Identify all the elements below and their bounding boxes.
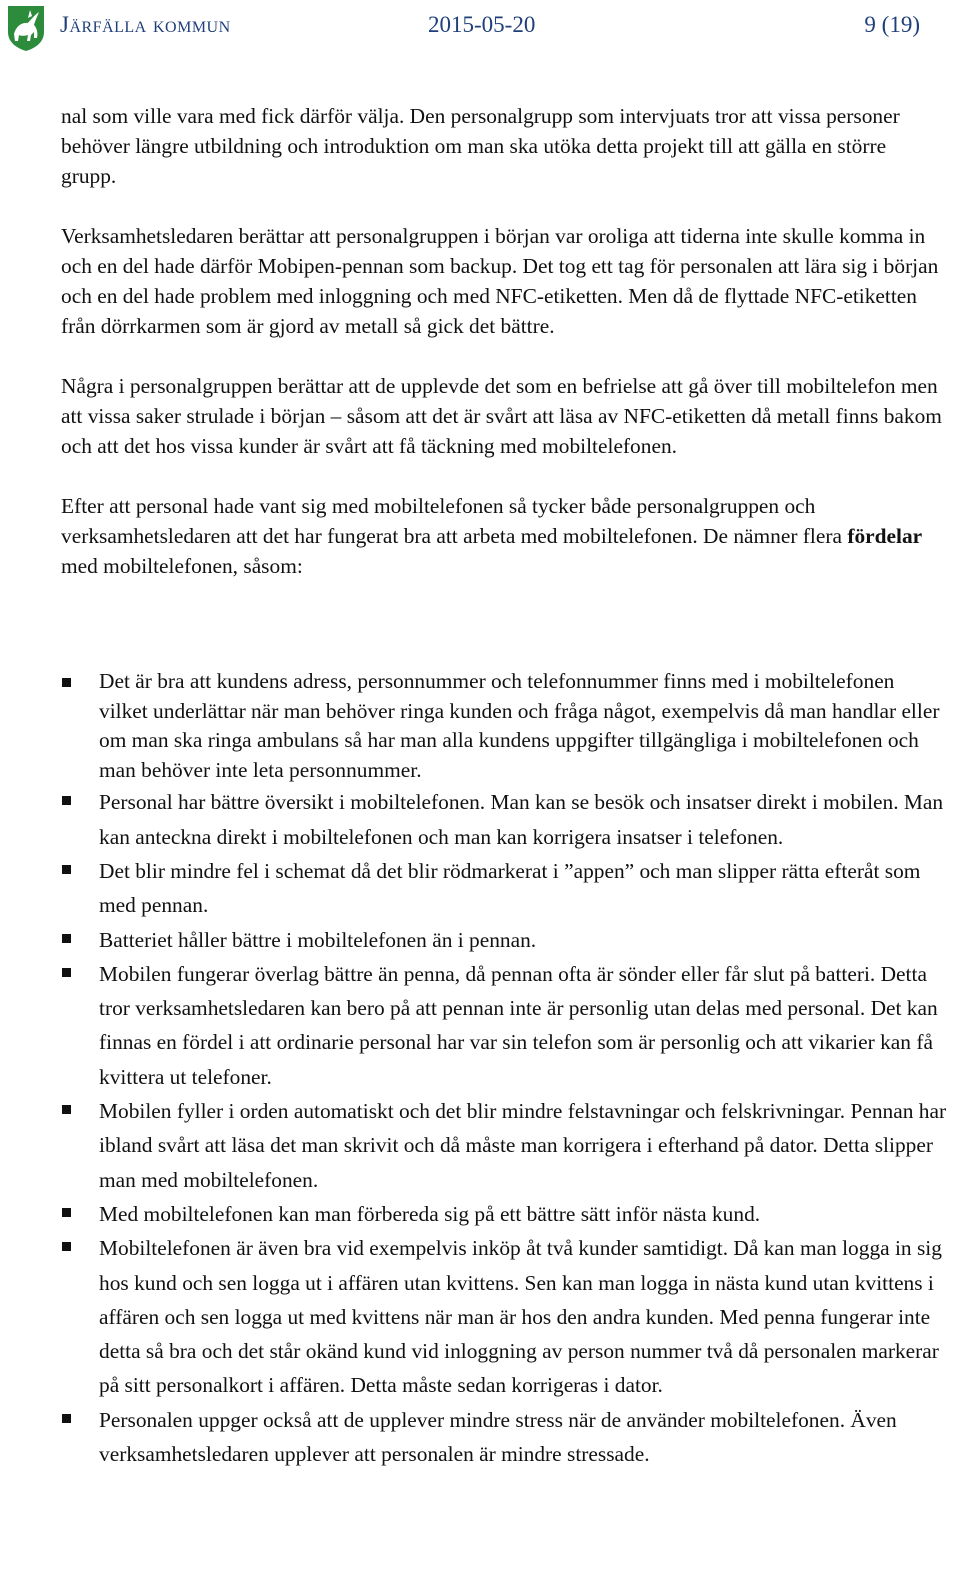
- list-item: [61, 854, 947, 923]
- list-item-text: Personalen uppger också att de upplever mindre stress när de använder mobiltelefonen. Även verksamhetsledaren upplever att personalen är mindre stressade.: [99, 1407, 897, 1467]
- square-bullet-icon: [62, 678, 71, 687]
- paragraph: nal som ville vara med fick därför välja. Den personalgrupp som intervjuats tror att vissa personer behöver längre utbildning och introduktion om man ska utöka detta projekt till att gälla en större grupp.: [61, 104, 900, 188]
- page-number: 9 (19): [864, 12, 920, 37]
- list-item-text: Personal har bättre översikt i mobiltelefonen. Man kan se besök och insatser direkt i mobilen. Man kan anteckna direkt i mobiltelefonen och man kan korrigera insatser i telefonen.: [99, 790, 944, 849]
- page-header: [0, 0, 960, 56]
- list-item: [61, 785, 947, 854]
- square-bullet-icon: [62, 1414, 71, 1423]
- list-item: [61, 1403, 947, 1472]
- list-item-text: Mobiltelefonen är även bra vid exempelvis inköp åt två kunder samtidigt. Då kan man logga in sig hos kund och sen logga ut i affären utan kvittens. Sen kan man logga in nästa kund utan kvittens i affären och sen logga ut med kvittens när man är hos den andra kunden. Med penna fungerar inte detta så bra och det står okänd kund vid inloggning av person nummer två då personalen markerar på sitt personalkort i affären. Detta måste sedan korrigeras i dator.: [99, 1236, 942, 1398]
- organization-name: Järfälla kommun: [60, 12, 231, 37]
- list-item: [61, 957, 947, 1094]
- list-item-text: Med mobiltelefonen kan man förbereda sig på ett bättre sätt inför nästa kund.: [99, 1201, 761, 1226]
- square-bullet-icon: [62, 865, 71, 874]
- document-date: 2015-05-20: [428, 12, 536, 37]
- list-item: [61, 1197, 947, 1231]
- list-item-text: Det blir mindre fel i schemat då det blir rödmarkerat i ”appen” och man slipper rätta efteråt som med pennan.: [99, 858, 921, 918]
- list-item-text: Batteriet håller bättre i mobiltelefonen än i pennan.: [99, 927, 537, 952]
- intro-text-end: med mobiltelefonen, såsom:: [61, 554, 303, 578]
- square-bullet-icon: [62, 934, 71, 943]
- list-item-text: Mobilen fungerar överlag bättre än penna, då pennan ofta är sönder eller får slut på batteri. Detta tror verksamhetsledaren kan bero på att pennan inte är personlig utan delas med personal. Det kan finnas en fördel i att ordinarie personal har var sin telefon som är personlig och att vikarier kan få kvittera ut telefoner.: [99, 961, 938, 1089]
- list-item: [61, 1231, 947, 1402]
- list-item: [61, 923, 947, 957]
- list-item: [61, 1094, 947, 1197]
- square-bullet-icon: [62, 796, 71, 805]
- intro-paragraph: [61, 491, 946, 581]
- paragraph: Några i personalgruppen berättar att de upplevde det som en befrielse att gå över till mobiltelefon men att vissa saker strulade i början – såsom att det är svårt att läsa av NFC-etiketten då metall finns bakom och att det hos vissa kunder är svårt att få täckning med mobiltelefonen.: [61, 374, 942, 458]
- square-bullet-icon: [62, 1242, 71, 1251]
- benefits-list: [61, 667, 947, 1471]
- paragraph: Verksamhetsledaren berättar att personalgruppen i början var oroliga att tiderna inte skulle komma in och en del hade därför Mobipen-pennan som backup. Det tog ett tag för personalen att lära sig i början och en del hade problem med inloggning och med NFC-etiketten. Men då de flyttade NFC-etiketten från dörrkarmen som är gjord av metall så gick det bättre.: [61, 224, 939, 338]
- square-bullet-icon: [62, 1208, 71, 1217]
- square-bullet-icon: [62, 968, 71, 977]
- list-item: [61, 667, 947, 785]
- square-bullet-icon: [62, 1105, 71, 1114]
- list-item-text: Det är bra att kundens adress, personnummer och telefonnummer finns med i mobiltelefonen vilket underlättar när man behöver ringa kunden och fråga något, exempelvis då man handlar eller om man ska ringa ambulans så har man alla kundens uppgifter tillgängliga i mobiltelefonen och man behöver inte leta personnummer.: [99, 669, 940, 782]
- document-body: [61, 101, 946, 611]
- intro-bold-term: fördelar: [847, 524, 923, 548]
- list-item-text: Mobilen fyller i orden automatiskt och det blir mindre felstavningar och felskrivningar. Pennan har ibland svårt att läsa det man skrivit och då måste man korrigera i efterhand på dator. Detta slipper man med mobiltelefonen.: [99, 1099, 947, 1192]
- municipality-logo-icon: [6, 4, 46, 52]
- intro-text: Efter att personal hade vant sig med mobiltelefonen så tycker både personalgruppen och verksamhetsledaren att det har fungerat bra att arbeta med mobiltelefonen. De nämner flera: [61, 494, 848, 548]
